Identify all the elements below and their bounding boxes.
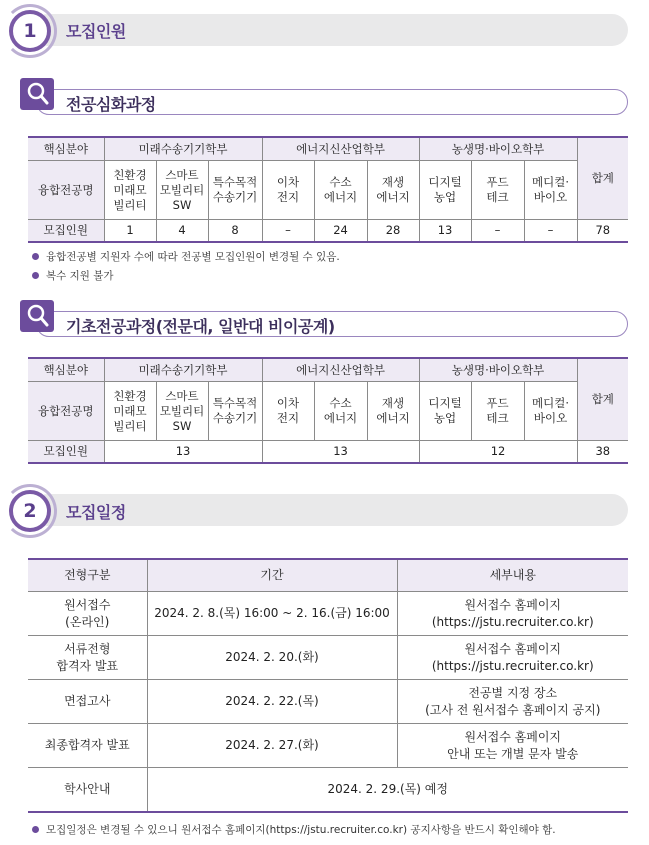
major-header: 융합전공명	[28, 382, 104, 441]
section-2-number: 2	[9, 490, 51, 532]
recruit-count: 12	[419, 441, 577, 464]
major-name: 디지털 농업	[419, 382, 471, 441]
advanced-note-1: 융합전공별 지원자 수에 따라 전공별 모집인원이 변경될 수 있음.	[32, 249, 340, 264]
schedule-detail: 원서접수 홈페이지 (https://jstu.recruiter.co.kr)	[397, 592, 628, 636]
school-header: 농생명·바이오학부	[419, 358, 577, 382]
total-header: 합계	[577, 358, 628, 441]
recruit-count: –	[262, 220, 314, 243]
schedule-detail: 원서접수 홈페이지 (https://jstu.recruiter.co.kr)	[397, 636, 628, 680]
school-header: 미래수송기기학부	[104, 358, 262, 382]
basic-title: 기초전공과정(전문대, 일반대 비이공계)	[66, 317, 335, 336]
major-name: 메디컬· 바이오	[524, 161, 577, 220]
bullet-icon	[32, 826, 39, 833]
schedule-type: 서류전형 합격자 발표	[28, 636, 147, 680]
section-1-title: 모집인원	[66, 22, 126, 41]
bullet-icon	[32, 272, 39, 279]
schedule-period: 2024. 2. 22.(목)	[147, 680, 397, 724]
schedule-table	[28, 558, 628, 813]
schedule-type: 원서접수 (온라인)	[28, 592, 147, 636]
table-row	[28, 592, 628, 636]
recruit-total: 38	[577, 441, 628, 464]
recruit-count: 24	[314, 220, 367, 243]
bullet-icon	[32, 253, 39, 260]
major-name: 이차 전지	[262, 161, 314, 220]
total-header: 합계	[577, 137, 628, 220]
recruit-count: –	[524, 220, 577, 243]
field-header: 핵심분야	[28, 358, 104, 382]
major-name: 스마트 모빌리티 SW	[156, 382, 208, 441]
recruit-header: 모집인원	[28, 220, 104, 243]
schedule-header-detail: 세부내용	[397, 559, 628, 592]
recruit-count: 13	[262, 441, 419, 464]
major-header: 융합전공명	[28, 161, 104, 220]
major-name: 푸드 테크	[471, 161, 524, 220]
school-header: 농생명·바이오학부	[419, 137, 577, 161]
major-name: 수소 에너지	[314, 382, 367, 441]
advanced-note-2: 복수 지원 불가	[32, 268, 114, 283]
advanced-table	[28, 136, 628, 243]
magnifier-icon	[20, 78, 54, 110]
advanced-title: 전공심화과정	[66, 95, 156, 114]
section-2-title: 모집일정	[66, 503, 126, 522]
school-header: 에너지신산업학부	[262, 358, 419, 382]
major-name: 친환경 미래모 빌리티	[104, 161, 156, 220]
major-name: 메디컬· 바이오	[524, 382, 577, 441]
recruit-count: 4	[156, 220, 208, 243]
field-header: 핵심분야	[28, 137, 104, 161]
major-name: 스마트 모빌리티 SW	[156, 161, 208, 220]
recruit-count: 13	[104, 441, 262, 464]
recruit-count: 1	[104, 220, 156, 243]
schedule-header-type: 전형구분	[28, 559, 147, 592]
schedule-type: 면접고사	[28, 680, 147, 724]
section-1-number: 1	[9, 10, 51, 52]
school-header: 미래수송기기학부	[104, 137, 262, 161]
major-name: 특수목적 수송기기	[208, 382, 262, 441]
recruit-count: 13	[419, 220, 471, 243]
table-row	[28, 636, 628, 680]
major-name: 친환경 미래모 빌리티	[104, 382, 156, 441]
major-name: 디지털 농업	[419, 161, 471, 220]
magnifier-icon	[20, 300, 54, 332]
recruit-count: 28	[367, 220, 419, 243]
schedule-period: 2024. 2. 8.(목) 16:00 ~ 2. 16.(금) 16:00	[147, 592, 397, 636]
recruit-count: –	[471, 220, 524, 243]
major-name: 재생 에너지	[367, 382, 419, 441]
schedule-detail: 전공별 지정 장소 (고사 전 원서접수 홈페이지 공지)	[397, 680, 628, 724]
table-row	[28, 768, 628, 813]
major-name: 수소 에너지	[314, 161, 367, 220]
schedule-note: 모집일정은 변경될 수 있으니 원서접수 홈페이지(https://jstu.recruiter.co.kr) 공지사항을 반드시 확인해야 함.	[32, 822, 556, 837]
recruit-header: 모집인원	[28, 441, 104, 464]
recruit-total: 78	[577, 220, 628, 243]
schedule-period: 2024. 2. 29.(목) 예정	[147, 768, 628, 813]
recruit-count: 8	[208, 220, 262, 243]
major-name: 이차 전지	[262, 382, 314, 441]
major-name: 특수목적 수송기기	[208, 161, 262, 220]
basic-table	[28, 357, 628, 464]
schedule-type: 학사안내	[28, 768, 147, 813]
schedule-detail: 원서접수 홈페이지 안내 또는 개별 문자 발송	[397, 724, 628, 768]
table-row	[28, 724, 628, 768]
major-name: 재생 에너지	[367, 161, 419, 220]
schedule-period: 2024. 2. 20.(화)	[147, 636, 397, 680]
schedule-period: 2024. 2. 27.(화)	[147, 724, 397, 768]
major-name: 푸드 테크	[471, 382, 524, 441]
schedule-type: 최종합격자 발표	[28, 724, 147, 768]
school-header: 에너지신산업학부	[262, 137, 419, 161]
schedule-header-period: 기간	[147, 559, 397, 592]
table-row	[28, 680, 628, 724]
